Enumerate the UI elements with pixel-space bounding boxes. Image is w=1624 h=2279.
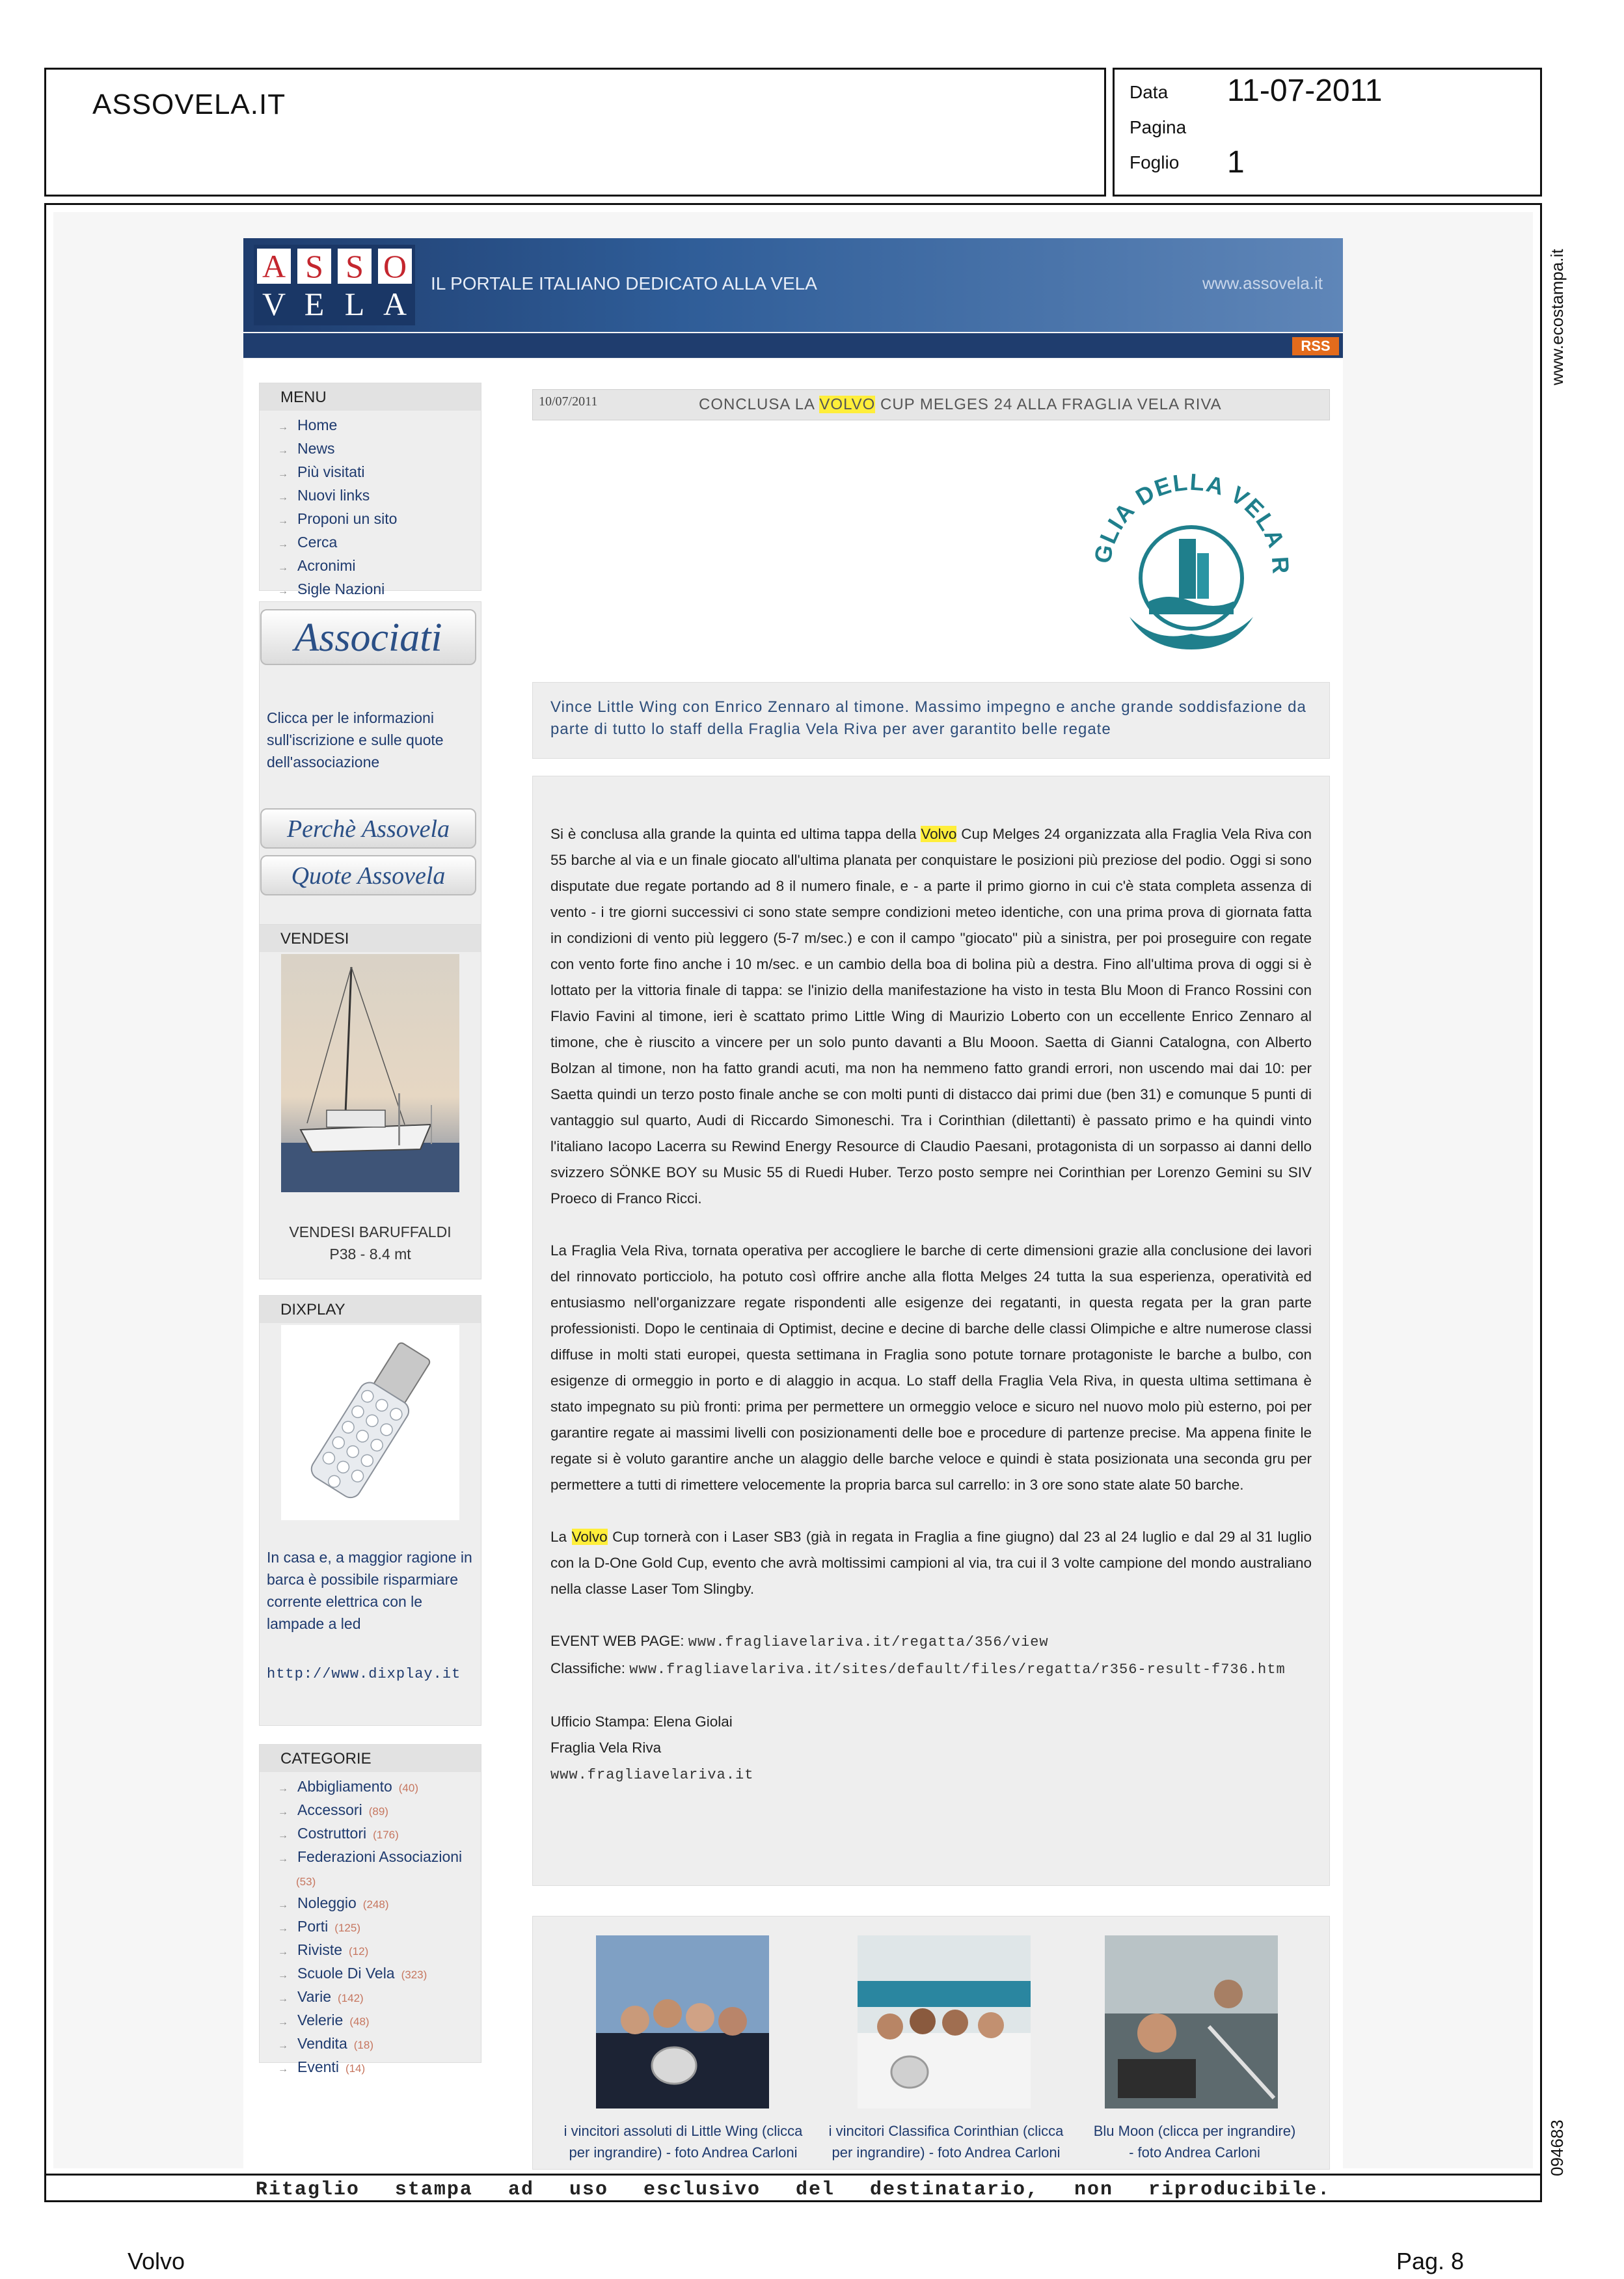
photo-blu-moon[interactable]	[1105, 1935, 1278, 2108]
category-item[interactable]: → Riviste (12)	[278, 1941, 369, 1958]
data-value: 11-07-2011	[1227, 74, 1383, 108]
highlight-volvo: VOLVO	[819, 396, 876, 413]
rss-button[interactable]: RSS	[1292, 337, 1339, 355]
category-item[interactable]: → Abbigliamento (40)	[278, 1778, 418, 1795]
arrow-icon: →	[278, 1807, 288, 1818]
arrow-icon: →	[278, 1783, 288, 1794]
arrow-icon: →	[278, 1970, 288, 1981]
article-lead: Vince Little Wing con Enrico Zennaro al timone. Massimo impegno e anche grande soddisfazione da parte di tutto lo staff della Fraglia Vela Riva per aver garantito belle regate	[550, 698, 1306, 738]
clip-source-name: ASSOVELA.IT	[92, 89, 286, 120]
categorie-box	[259, 1744, 481, 2075]
disclaimer-bar	[44, 2174, 1542, 2202]
category-item[interactable]: → Varie (142)	[278, 1988, 364, 2005]
press-org: Fraglia Vela Riva	[550, 1740, 662, 1756]
article-paragraph-2: La Fraglia Vela Riva, tornata operativa per accogliere le barche di certe dimensioni grazie alla conclusione dei lavori del rinnovato porticciolo, ha potuto così offrire anche alla flotta Melges 24 tutta la sua esperienza, operatività ed entusiasmo nell'organizzare regate rispondenti alle esigenze dei regatanti, in questa regata per la gran parte professionisti. Dopo le centinaia di Optimist, decine e decine di barche delle classi Olimpiche e altre numerose classi diffuse in molti stati europei, questa settimana in Fraglia sono potute tornare protagoniste le barche a bulbo, con esigenze di ormeggio in porto e di alaggio in acqua. Lo staff della Fraglia Vela Riva, in questa ultima settimana è stato impegnato su più fronti: prima per permettere un ormeggio veloce e sicuro nel nuovo molo più esterno, poi per garantire regate ai massimi livelli con posizionamenti delle boe e procedure di partenze precise. Ma appena finite le regate si è voluto garantire anche un alaggio delle barche veloce e quindi è stata posizionata una seconda gru per permettere a tutti di rimettere velocemente la propria barca sul carrello: in 3 ore sono state alate 50 barche.	[550, 1242, 1312, 1493]
clip-id-side-text: 094683	[1547, 2120, 1567, 2176]
dixplay-title: DIXPLAY	[260, 1296, 481, 1323]
article-paragraph-1: Si è conclusa alla grande la quinta ed ultima tappa della Volvo Cup Melges 24 organizzata alla Fraglia Vela Riva con 55 barche al via e un finale giocato all'ultima planata per conquistare le posizioni più preziose del podio. Oggi si sono disputate due regate portando ad 8 il numero finale, e - a parte il primo giorno in cui c'è stata completa assenza di vento - i tre giorni successivi ci sono state sempre condizioni meteo identiche, con una prima prova di giornata fatta in condizioni di vento più leggero (5-7 m/sec.) e con il campo "giocato" più a sinistra, per poi proseguire con regate con vento forte fino anche i 10 m/sec. e un cambio della boa di bolina più a destra. Fino all'ultima prova di oggi si è lottato per la vittoria finale di tappa: se l'inizio della manifestazione ha visto in testa Blu Moon di Franco Rossini con Flavio Favini al timone, ieri è scattato primo Little Wing di Maurizio Loberto con un eccellente Enrico Zennaro al timone, che è riuscito a vincere per un solo punto davanti a Blu Mooon. Saetta di Gianni Catalogna, con Alberto Bolzan al timone, non ha fatto grandi acuti, ma non ha nemmeno fatto grandi errori, non uscendo mai dai 10: per Saetta quindi un terzo posto finale anche se con molti punti di distacco dai primi due (ben 31) e comunque 5 punti di vantaggio sul quarto, Audi di Riccardo Simoneschi. Tra i Corinthian (dilettanti) è passato primo e ha quindi vinto l'italiano Iacopo Lacerra su Rewind Energy Resource di Claudio Paesani, protagonista di un sorpasso ai danni dello svizzero SÖNKE BOY su Music 55 di Ruedi Huber. Terzo posto sempre nei Corinthian per Lorenzo Gemini su SIV Proeco di Franco Ricci.	[550, 826, 1312, 1207]
arrow-icon: →	[278, 2040, 288, 2051]
menu-item-acronimi[interactable]: → Acronimi	[278, 557, 356, 574]
logo-letter: E	[304, 286, 325, 322]
pagina-label: Pagina	[1130, 117, 1187, 137]
arrow-icon: →	[278, 1946, 288, 1958]
vendesi-caption-line2: P38 - 8.4 mt	[329, 1246, 411, 1262]
menu-item-news[interactable]: → News	[278, 440, 335, 457]
arrow-icon: →	[278, 1830, 288, 1841]
category-item[interactable]: → Costruttori (176)	[278, 1825, 399, 1842]
fraglia-logo-text: GLIA DELLA VELA R	[1089, 468, 1295, 576]
nav-strip	[243, 333, 1343, 358]
article-title[interactable]: CONCLUSA LA VOLVO CUP MELGES 24 ALLA FRAGLIA VELA RIVA	[699, 396, 1222, 413]
category-item[interactable]: → Vendita (18)	[278, 2035, 373, 2052]
article-body	[550, 821, 1312, 1814]
categorie-title: CATEGORIE	[260, 1745, 481, 1772]
category-item[interactable]: → Porti (125)	[278, 1918, 360, 1935]
logo-letter: S	[338, 249, 372, 284]
photo-caption-1: i vincitori assoluti di Little Wing (clicca per ingrandire) - foto Andrea Carloni	[563, 2123, 803, 2161]
arrow-icon: →	[278, 445, 288, 456]
highlight-volvo: Volvo	[921, 826, 957, 842]
classifiche-label: Classifiche:	[550, 1660, 630, 1676]
site-url[interactable]: www.assovela.it	[1202, 273, 1323, 293]
arrow-icon: →	[278, 422, 288, 433]
logo-letter: L	[344, 286, 365, 322]
logo-letter: V	[262, 286, 286, 322]
arrow-icon: →	[278, 1900, 288, 1911]
logo-letter: A	[257, 249, 291, 284]
menu-item-home[interactable]: → Home	[278, 416, 338, 433]
data-label: Data	[1130, 82, 1169, 102]
perche-assovela-button[interactable]: Perchè Assovela	[260, 808, 476, 849]
led-lamp-image[interactable]	[281, 1325, 459, 1520]
menu-item-sigle-nazioni[interactable]: → Sigle Nazioni	[278, 580, 385, 597]
arrow-icon: →	[278, 562, 288, 573]
vendesi-title: VENDESI	[260, 925, 481, 952]
clip-header-source-box	[44, 68, 1106, 197]
logo-letter: A	[383, 286, 407, 322]
menu-title: MENU	[260, 383, 481, 411]
foglio-label: Foglio	[1130, 152, 1180, 172]
dixplay-link[interactable]: http://www.dixplay.it	[267, 1666, 461, 1682]
article-paragraph-3: La Volvo Cup tornerà con i Laser SB3 (già in regata in Fraglia a fine giugno) dal 23 al 24 luglio e dal 29 al 31 luglio con la D-One Gold Cup, evento che avrà moltissimi campioni al via, tra cui il 3 volte campione del mondo australiano nella classe Laser Tom Slingby.	[550, 1529, 1312, 1597]
category-item[interactable]: → Accessori (89)	[278, 1801, 388, 1818]
category-item[interactable]: → Velerie (48)	[278, 2012, 370, 2028]
photo-caption-3: Blu Moon (clicca per ingrandire) - foto Andrea Carloni	[1093, 2123, 1296, 2161]
dixplay-text: In casa e, a maggior ragione in barca è possibile risparmiare corrente elettrica con le lampade a led	[267, 1549, 472, 1632]
event-label: EVENT WEB PAGE:	[550, 1633, 688, 1649]
logo-letter: S	[297, 249, 331, 284]
arrow-icon: →	[278, 2017, 288, 2028]
footer-page: Pag. 8	[1396, 2248, 1465, 2274]
article-date: 10/07/2011	[539, 394, 598, 409]
press-office: Ufficio Stampa: Elena Giolai	[550, 1713, 733, 1730]
associati-button[interactable]: Associati	[260, 609, 476, 665]
arrow-icon: →	[278, 539, 288, 550]
boat-photo[interactable]	[281, 954, 459, 1192]
photo-corinthian[interactable]	[858, 1935, 1031, 2108]
footer-keyword: Volvo	[128, 2248, 185, 2274]
menu-item-piu-visitati[interactable]: → Più visitati	[278, 463, 365, 480]
arrow-icon: →	[278, 586, 288, 597]
fraglia-logo	[1084, 448, 1299, 656]
menu-item-nuovi-links[interactable]: → Nuovi links	[278, 487, 370, 504]
category-item[interactable]: → Noleggio (248)	[278, 1894, 389, 1911]
arrow-icon: →	[278, 1923, 288, 1934]
associati-text: Clicca per le informazioni sull'iscrizione e sulle quote dell'associazione	[267, 709, 444, 771]
category-item[interactable]: → Eventi (14)	[278, 2058, 366, 2075]
ecostampa-side-text: www.ecostampa.it	[1547, 249, 1567, 385]
category-item[interactable]: → Scuole Di Vela (323)	[278, 1965, 427, 1982]
menu-item-proponi-sito[interactable]: → Proponi un sito	[278, 510, 398, 527]
classifiche-link[interactable]: www.fragliavelariva.it/sites/default/files/regatta/r356-result-f736.htm	[629, 1661, 1286, 1678]
photo-caption-2: i vincitori Classifica Corinthian (clicca per ingrandire) - foto Andrea Carloni	[828, 2123, 1064, 2161]
arrow-icon: →	[278, 1853, 288, 1864]
foglio-value: 1	[1227, 145, 1245, 180]
category-item[interactable]: → Federazioni Associazioni (53)	[278, 1848, 463, 1888]
vendesi-caption-line1: VENDESI BARUFFALDI	[289, 1223, 452, 1240]
photo-little-wing[interactable]	[596, 1935, 769, 2108]
quote-assovela-button[interactable]: Quote Assovela	[260, 855, 476, 895]
arrow-icon: →	[278, 492, 288, 503]
arrow-icon: →	[278, 2064, 288, 2075]
menu-item-cerca[interactable]: → Cerca	[278, 534, 338, 551]
highlight-volvo: Volvo	[571, 1529, 608, 1545]
arrow-icon: →	[278, 515, 288, 526]
event-link[interactable]: www.fragliavelariva.it/regatta/356/view	[688, 1634, 1049, 1650]
fraglia-link[interactable]: www.fragliavelariva.it	[550, 1767, 754, 1783]
logo-letter: O	[378, 249, 412, 284]
arrow-icon: →	[278, 469, 288, 480]
site-tagline: IL PORTALE ITALIANO DEDICATO ALLA VELA	[431, 273, 817, 293]
disclaimer-text: Ritaglio stampa ad uso esclusivo del destinatario, non riproducibile.	[255, 2179, 1331, 2201]
assovela-logo[interactable]	[254, 245, 415, 325]
menu-box	[259, 383, 481, 597]
arrow-icon: →	[278, 1993, 288, 2004]
